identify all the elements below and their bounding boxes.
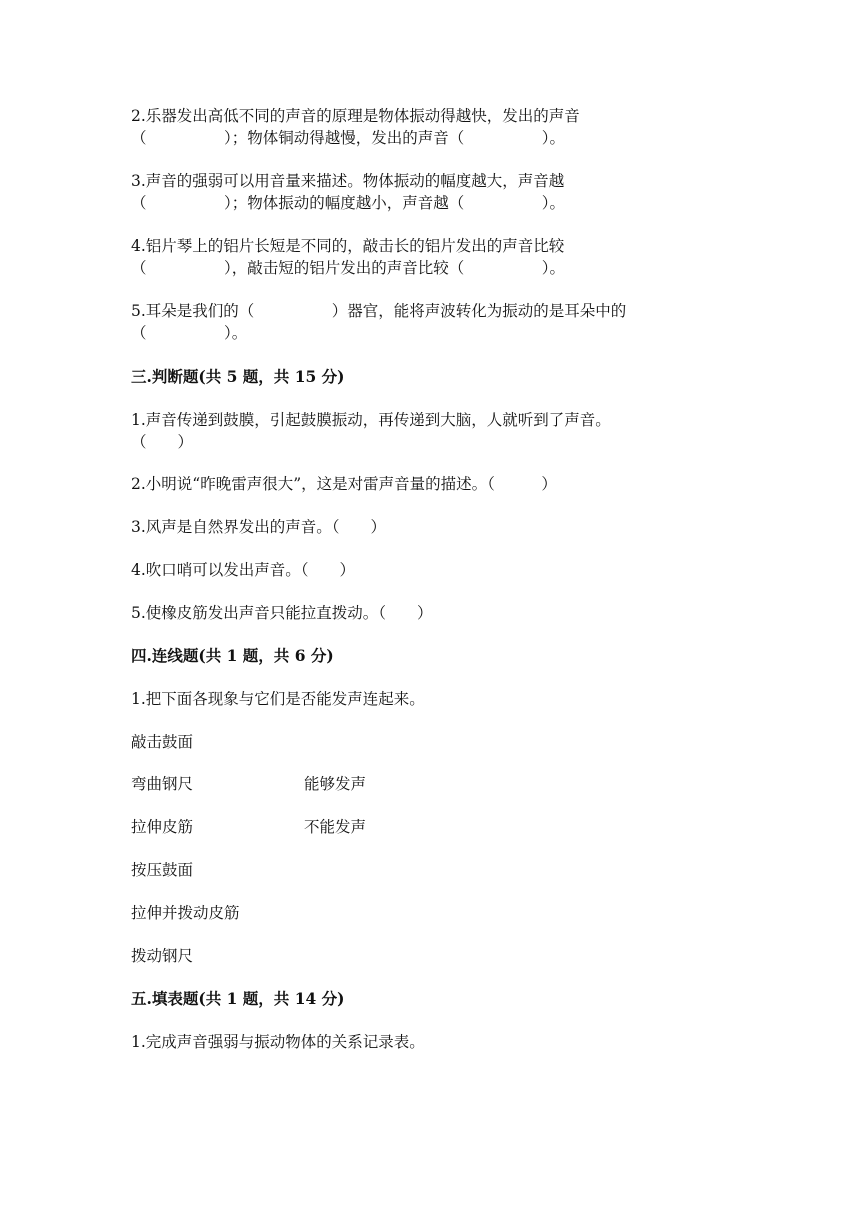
- match-right-item: 能够发声: [304, 775, 367, 793]
- judge-question-1-line1: 1.声音传递到鼓膜，引起鼓膜振动，再传递到大脑，人就听到了声音。: [131, 411, 611, 429]
- judge-question-3: 3.风声是自然界发出的声音。（ ）: [131, 518, 387, 536]
- section-5-heading: 五.填表题(共 1 题，共 14 分): [131, 989, 345, 1008]
- question-4-line2: （ ），敲击短的铝片发出的声音比较（ ）。: [131, 259, 566, 277]
- judge-question-5: 5.使橡皮筋发出声音只能拉直拨动。（ ）: [131, 604, 433, 622]
- question-5-line1: 5.耳朵是我们的（ ）器官，能将声波转化为振动的是耳朵中的: [131, 302, 627, 320]
- section-4-heading: 四.连线题(共 1 题，共 6 分): [131, 646, 334, 665]
- section-3-heading: 三.判断题(共 5 题，共 15 分): [131, 367, 345, 386]
- match-left-item: 拨动钢尺: [131, 947, 194, 965]
- match-right-item: 不能发声: [304, 818, 367, 836]
- judge-question-2: 2.小明说“昨晚雷声很大”，这是对雷声音量的描述。（ ）: [131, 475, 557, 493]
- question-3-line2: （ ）；物体振动的幅度越小，声音越（ ）。: [131, 194, 566, 212]
- match-left-item: 敲击鼓面: [131, 733, 194, 751]
- match-left-item: 拉伸并拨动皮筋: [131, 904, 240, 922]
- question-2-line2: （ ）；物体铜动得越慢，发出的声音（ ）。: [131, 129, 566, 147]
- match-question-1: 1.把下面各现象与它们是否能发声连起来。: [131, 690, 425, 708]
- question-3-line1: 3.声音的强弱可以用音量来描述。物体振动的幅度越大，声音越: [131, 172, 565, 190]
- table-question-1: 1.完成声音强弱与振动物体的关系记录表。: [131, 1033, 425, 1051]
- judge-question-1-line2: （ ）: [131, 433, 194, 451]
- match-left-item: 按压鼓面: [131, 861, 194, 879]
- question-4-line1: 4.铝片琴上的铝片长短是不同的，敲击长的铝片发出的声音比较: [131, 237, 565, 255]
- question-5-line2: （ ）。: [131, 324, 248, 342]
- question-2-line1: 2.乐器发出高低不同的声音的原理是物体振动得越快，发出的声音: [131, 107, 580, 125]
- match-left-item: 拉伸皮筋: [131, 818, 194, 836]
- judge-question-4: 4.吹口哨可以发出声音。（ ）: [131, 561, 356, 579]
- match-left-item: 弯曲钢尺: [131, 775, 194, 793]
